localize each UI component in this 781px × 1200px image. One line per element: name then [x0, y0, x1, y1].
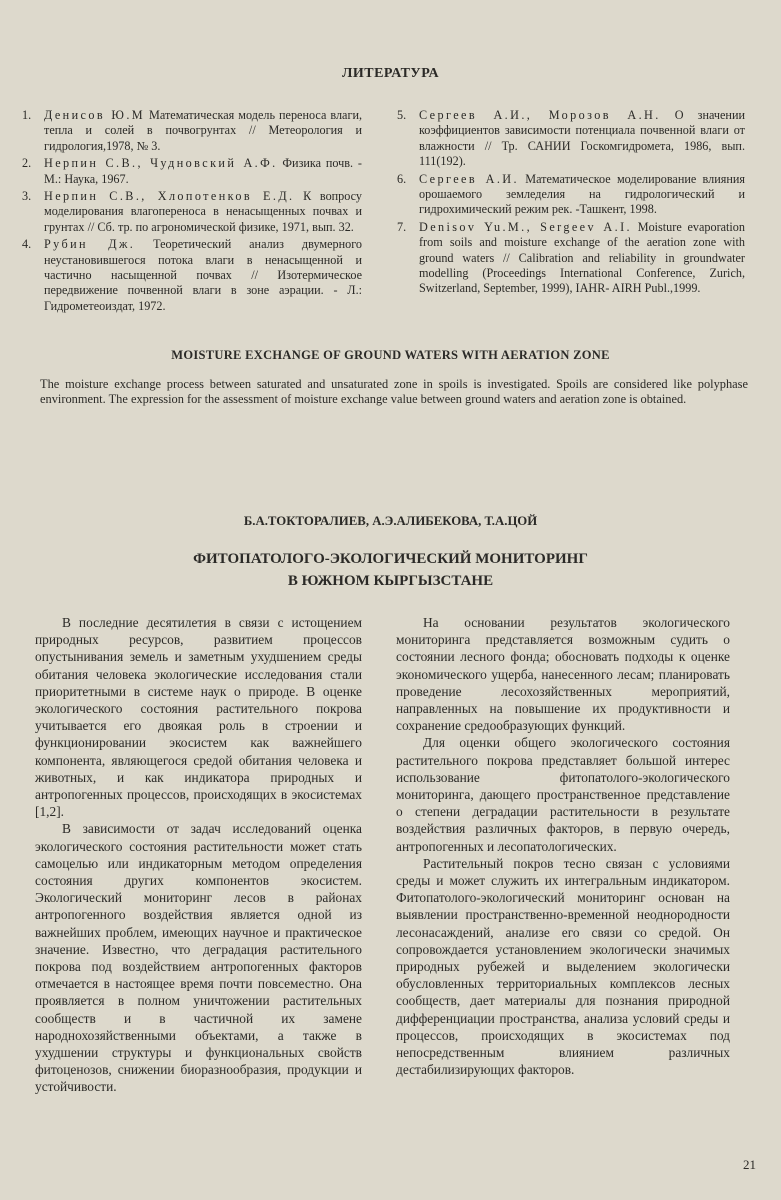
article-paragraph: В зависимости от задач исследований оценка экологического состояния растительности может стать самоцелью или индикаторным методом определения состояния других компонентов экосистем. Экологический мониторинг лесов в районах антропогенного воздействия является одной из важнейших проблем, имеющих научное и практическое значение. Известно, что деградация растительного покрова под воздействием антропогенных факторов отмечается в настоящее время почти повсеместно. Она проявляется в полном уничтожении растительных сообществ и в частичной их замене народнохозяйственными объектами, а также в ухудшении структуры и функциональных свойств фитоценозов, снижении биоразнообразия, продукции и устойчивости. [35, 821, 362, 1095]
article-title [0, 548, 781, 592]
reference-item [22, 189, 362, 235]
reference-author: Нерпин С.В., Хлопотенков Е.Д. [44, 189, 295, 204]
reference-details: Математическая модель переноса влаги, тепла и солей в почвогрунтах // Метеорология и гидрология,1978, № 3. [44, 108, 363, 153]
english-abstract-title: MOISTURE EXCHANGE OF GROUND WATERS WITH AERATION ZONE [171, 348, 610, 362]
reference-number: 4. [22, 237, 32, 252]
reference-details: Математическое моделирование влияния орошаемого земледелия на гидрологический и гидрохимический режим рек. -Ташкент, 1998. [419, 171, 745, 217]
reference-details: Физика почв. - М.: Наука, 1967. [44, 156, 362, 186]
reference-item [397, 172, 745, 218]
reference-author: Нерпин С.В., Чудновский А.Ф. [44, 156, 278, 171]
reference-item [22, 156, 362, 187]
reference-text [419, 108, 745, 170]
reference-number: 1. [22, 108, 32, 122]
reference-item [397, 108, 745, 170]
literature-heading: ЛИТЕРАТУРА [341, 66, 440, 81]
reference-item [22, 237, 362, 314]
reference-number: 2. [22, 156, 32, 171]
reference-author: Сергеев А.И. [419, 171, 519, 186]
article-paragraph: В последние десятилетия в связи с истощением природных ресурсов, развитием процессов опустынивания земель и заметным ухудшением среды обитания человека экологические исследования стали приоритетными в системе наук о природе. В оценке экологического состояния растительного покрова учитывается его двоякая роль в строении и функционировании экосистем как важнейшего компонента, являющегося средой обитания человека и животных, и как индикатора природных и антропогенных процессов, происходящих в экосистемах [1,2]. [35, 615, 362, 820]
reference-number: 7. [397, 219, 407, 234]
reference-number: 6. [397, 171, 407, 186]
reference-text [419, 172, 745, 218]
reference-author: Рубин Дж. [44, 237, 136, 252]
page-number: 21 [743, 1157, 756, 1172]
reference-text [44, 189, 362, 235]
reference-item [22, 108, 362, 154]
reference-author: Денисов Ю.М [44, 108, 146, 122]
reference-text [44, 108, 362, 154]
reference-item [397, 220, 745, 297]
reference-details: Теоретический анализ двумерного неустановившегося потока влаги в ненасыщенной и частично насыщенной почвах // Изотермическое передвижение почвенной влаги в зоне аэрации. - Л.: Гидрометеоиздат, 1972. [44, 237, 363, 313]
reference-details: О значении коэффициентов зависимости потенциала почвенной влаги от влажности // Тр. САНИИ Госкомгидромета, 1986, вып. 111(192). [419, 108, 745, 169]
article-title-line: ФИТОПАТОЛОГО-ЭКОЛОГИЧЕСКИЙ МОНИТОРИНГ [193, 551, 588, 567]
reference-number: 3. [22, 189, 32, 204]
reference-text [44, 237, 362, 314]
reference-text [44, 156, 362, 187]
reference-number: 5. [397, 108, 407, 122]
reference-details: К вопросу моделирования влагопереноса в ненасыщенных почвах и грунтах // Сб. тр. по агрономической физике, 1971, вып. 32. [44, 189, 363, 234]
article-authors: Б.А.ТОКТОРАЛИЕВ, А.Э.АЛИБЕКОВА, Т.А.ЦОЙ [243, 514, 538, 528]
reference-author: Сергеев А.И., Морозов А.Н. [419, 108, 661, 122]
english-abstract: The moisture exchange process between saturated and unsaturated zone in spoils is investigated. Spoils are considered like polyphase environment. The expression for the assessment of moisture exchange value between ground waters and aeration zone is obtained. [40, 377, 748, 406]
article-paragraph: На основании результатов экологического мониторинга представляется возможным судить о состоянии лесного фонда; обосновать подходы к оценке экономического ущерба, нанесенного лесам; планировать проведение лесохозяйственных мероприятий, направленных на повышение их продуктивности и сохранение средообразующих функций. [396, 615, 730, 734]
references-left-column [22, 108, 362, 316]
article-paragraph: Для оценки общего экологического состояния растительного покрова представляет большой интерес использование фитопатолого-экологического мониторинга, дающего пространственное представление о степени деградации растительности в результате воздействия различных факторов, в первую очередь, антропогенных и лесопатологических. [396, 735, 730, 854]
reference-details: Moisture evaporation from soils and moisture exchange of the aeration zone with ground waters // Calibration and reliability in groundwater modelling (Proceedings International Conference, Zurich, Switzerland, September, 1999), IAHR- AIRH Publ.,1999. [419, 219, 745, 296]
article-title-line: В ЮЖНОМ КЫРГЫЗСТАНЕ [287, 573, 494, 589]
article-paragraph: Растительный покров тесно связан с условиями среды и может служить их интегральным индикатором. Фитопатолого-экологический мониторинг основан на выявлении пространственно-временной неоднородности лесонасаждений, анализе его связи со средой. Он сопровождается установлением экологически значимых природных рубежей и выделением экологически обусловленных территориальных комплексов лесных сообществ, дает материалы для познания природной дифференциации пространства, анализа условий среды и процессов, происходящих в экосистемах под непосредственным влиянием различных дестабилизирующих факторов. [396, 855, 730, 1078]
reference-text [419, 220, 745, 297]
article-right-column [396, 614, 730, 1078]
references-right-column [397, 108, 745, 299]
article-left-column [35, 614, 362, 1096]
reference-author: Denisov Yu.M., Sergeev A.I. [419, 219, 632, 234]
